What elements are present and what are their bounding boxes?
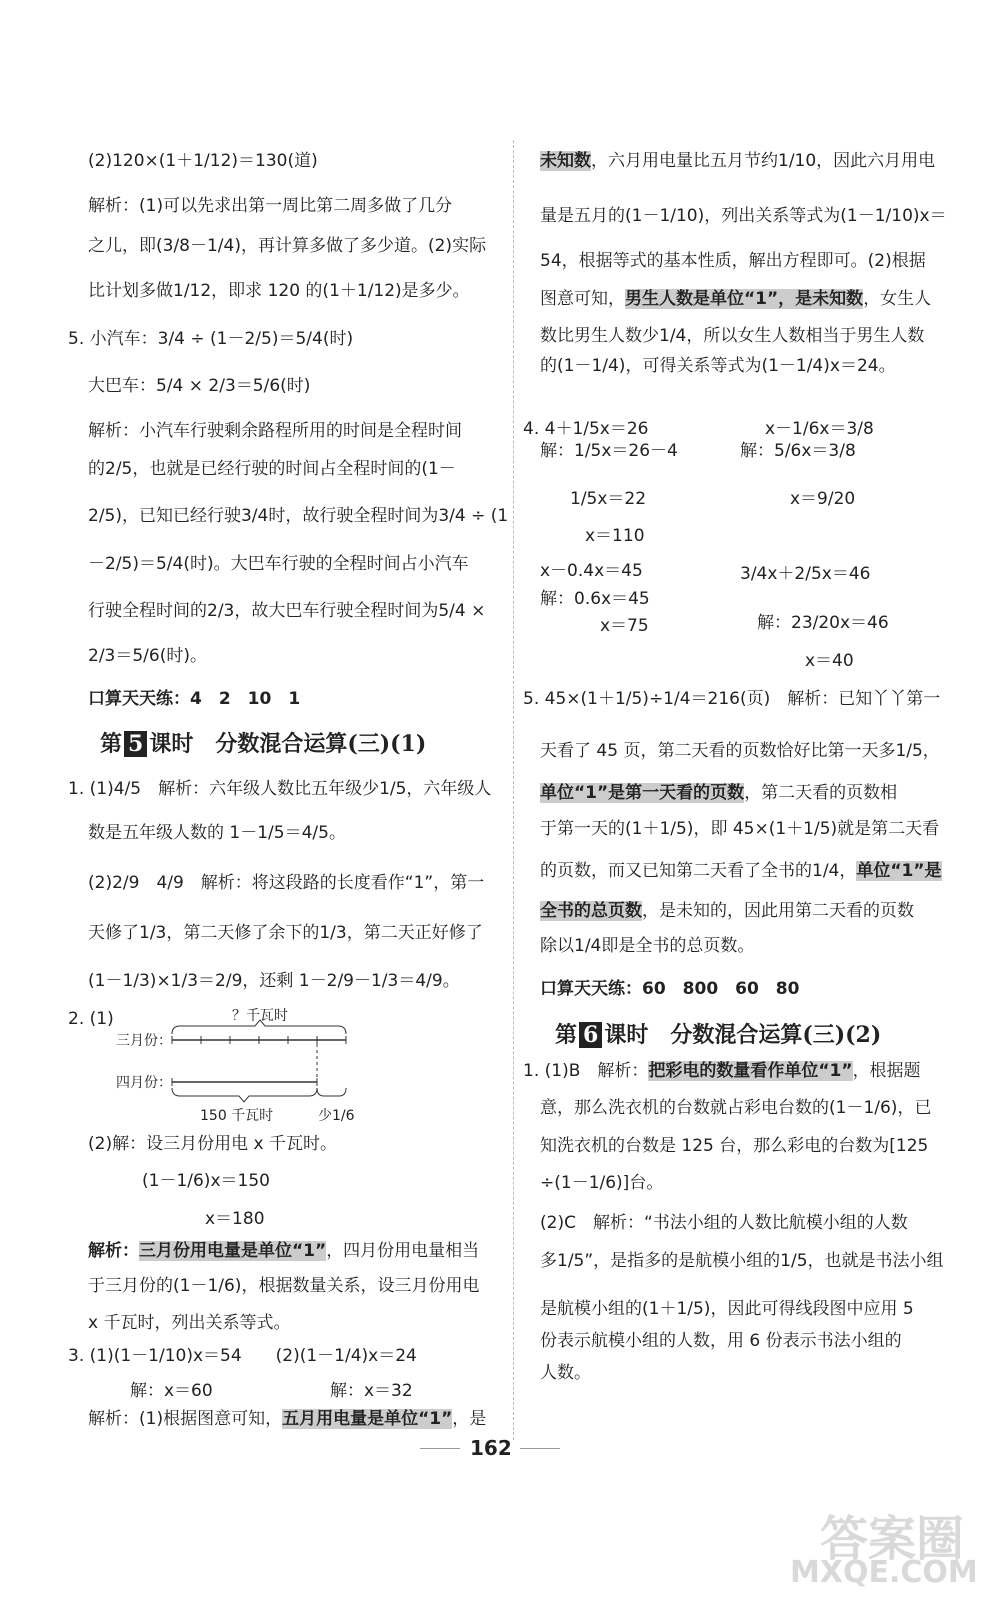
- q5-line: 5. 45×(1＋1/5)÷1/4＝216(页) 解析：已知丫丫第一: [523, 689, 941, 709]
- l6-q1-line: 知洗衣机的台数是 125 台，那么彩电的台数为[125: [540, 1136, 929, 1156]
- r-line: 未知数，六月用电量比五月节约1/10，因此六月用电: [540, 151, 936, 171]
- page-number-rule-left: [420, 1448, 460, 1449]
- l6-q1-line: ÷(1－1/6)]台。: [540, 1173, 664, 1193]
- q4-eq-d2: x＝40: [805, 651, 854, 671]
- q4-2-equation: (2)120×(1＋1/12)＝130(道): [88, 151, 318, 171]
- l6-q2-line: 是航模小组的(1＋1/5)，因此可得线段图中应用 5: [540, 1299, 914, 1319]
- april-label: 四月份：: [116, 1075, 172, 1091]
- q4-eq-c2: x＝75: [600, 616, 649, 636]
- q4-eq-b: x－1/6x＝3/8: [765, 419, 874, 439]
- l5-q3-sol2: 解：x＝32: [330, 1381, 413, 1401]
- oral-practice-1: 口算天天练：4 2 10 1: [88, 689, 301, 709]
- l5-q2-analysis-line: x 千瓦时，列出关系等式。: [88, 1313, 291, 1333]
- q4-eq-d: 3/4x＋2/5x＝46: [740, 564, 871, 584]
- q5-car-answer: 5. 小汽车：3/4 ÷ (1－2/5)＝5/4(时): [68, 329, 354, 349]
- page-number: 162: [470, 1436, 512, 1460]
- l5-q3-analysis: 解析：(1)根据图意可知，五月用电量是单位“1”，是: [88, 1409, 487, 1429]
- q4-eq-c1: 解：0.6x＝45: [540, 589, 650, 609]
- l5-q3: 3. (1)(1－1/10)x＝54 (2)(1－1/4)x＝24: [68, 1346, 417, 1366]
- q4-eq-a2: 1/5x＝22: [570, 489, 647, 509]
- oral-practice-2: 口算天天练：60 800 60 80: [540, 979, 800, 999]
- q5-analysis-line: 2/3＝5/6(时)。: [88, 646, 207, 666]
- l6-q2-line: 份表示航模小组的人数，用 6 份表示书法小组的: [540, 1331, 902, 1351]
- q5-line: 于第一天的(1＋1/5)，即 45×(1＋1/5)就是第二天看: [540, 819, 940, 839]
- q4-eq-b2: x＝9/20: [790, 489, 856, 509]
- r-line: 图意可知，男生人数是单位“1”，是未知数，女生人: [540, 289, 932, 309]
- q4-analysis-line: 解析：(1)可以先求出第一周比第二周多做了几分: [88, 196, 453, 216]
- q5-line: 天看了 45 页，第二天看的页数恰好比第一天多1/5，: [540, 741, 940, 761]
- watermark-logo: 答案圈: [820, 1511, 965, 1567]
- q5-analysis-line: －2/5)＝5/4(时)。大巴车行驶的全程时间占小汽车: [88, 554, 469, 574]
- q4-eq-b1: 解：5/6x＝3/8: [740, 441, 856, 461]
- q5-analysis-line: 的2/5，也就是已经行驶的时间占全程时间的(1－: [88, 459, 456, 479]
- l5-q2-label: 2. (1): [68, 1009, 114, 1029]
- l5-q1-line: 天修了1/3，第二天修了余下的1/3，第二天正好修了: [88, 923, 483, 943]
- l6-q2-line: (2)C 解析：“书法小组的人数比航模小组的人数: [540, 1213, 908, 1233]
- lesson-6-heading: 第 6 课时 分数混合运算(三)(2): [555, 1022, 882, 1048]
- l5-q2-analysis: 解析：三月份用电量是单位“1”，四月份用电量相当: [88, 1241, 480, 1261]
- diagram-question-label: ？千瓦时: [232, 1008, 288, 1024]
- less-label: 少1/6: [318, 1108, 355, 1124]
- l5-q2-2: (2)解：设三月份用电 x 千瓦时。: [88, 1134, 337, 1154]
- l5-q1-line: (1－1/3)×1/3＝2/9，还剩 1－2/9－1/3＝4/9。: [88, 971, 460, 991]
- q4-analysis-line: 比计划多做1/12，即求 120 的(1＋1/12)是多少。: [88, 281, 470, 301]
- q5-line: 全书的总页数，是未知的，因此用第二天看的页数: [540, 901, 914, 921]
- l5-q3-sol1: 解：x＝60: [130, 1381, 213, 1401]
- l5-q1-line: 数是五年级人数的 1－1/5＝4/5。: [88, 823, 346, 843]
- r-line: 的(1－1/4)，可得关系等式为(1－1/4)x＝24。: [540, 356, 896, 376]
- r-line: 54，根据等式的基本性质，解出方程即可。(2)根据: [540, 251, 926, 271]
- q4-eq-a3: x＝110: [585, 526, 645, 546]
- r-line: 数比男生人数少1/4，所以女生人数相当于男生人数: [540, 326, 925, 346]
- l5-q1-line: (2)2/9 4/9 解析：将这段路的长度看作“1”，第一: [88, 873, 485, 893]
- q5-bus-answer: 大巴车：5/4 × 2/3＝5/6(时): [88, 376, 311, 396]
- q4-eq-a: 4. 4＋1/5x＝26: [523, 419, 649, 439]
- page-number-rule-right: [520, 1448, 560, 1449]
- q5-analysis-line: 行驶全程时间的2/3，故大巴车行驶全程时间为5/4 ×: [88, 601, 486, 621]
- q5-line: 的页数，而又已知第二天看了全书的1/4，单位“1”是: [540, 861, 942, 881]
- l5-q2-analysis-line: 于三月份的(1－1/6)，根据数量关系，设三月份用电: [88, 1276, 480, 1296]
- r-line: 量是五月的(1－1/10)，列出关系等式为(1－1/10)x＝: [540, 206, 947, 226]
- q5-analysis-line: 解析：小汽车行驶剩余路程所用的时间是全程时间: [88, 421, 462, 441]
- l6-q1: 1. (1)B 解析：把彩电的数量看作单位“1”，根据题: [523, 1061, 921, 1081]
- lesson-5-heading: 第 5 课时 分数混合运算(三)(1): [100, 731, 427, 757]
- q5-analysis-line: 2/5)，已知已经行驶3/4时，故行驶全程时间为3/4 ÷ (1: [88, 506, 509, 526]
- bottom-brace: [172, 1088, 317, 1102]
- q4-eq-a1: 解：1/5x＝26－4: [540, 441, 678, 461]
- march-label: 三月份：: [116, 1033, 172, 1049]
- l5-q1-line: 1. (1)4/5 解析：六年级人数比五年级少1/5，六年级人: [68, 779, 492, 799]
- l6-q2-line: 多1/5”，是指多的是航模小组的1/5，也就是书法小组: [540, 1251, 944, 1271]
- l6-q2-line: 人数。: [540, 1363, 591, 1383]
- q4-eq-d1: 解：23/20x＝46: [757, 613, 889, 633]
- segment-diagram: [100, 1000, 360, 1130]
- q4-analysis-line: 之儿，即(3/8－1/4)，再计算多做了多少道。(2)实际: [88, 236, 487, 256]
- q5-line: 除以1/4即是全书的总页数。: [540, 936, 755, 956]
- l5-q2-eq2: x＝180: [205, 1209, 265, 1229]
- column-divider: [513, 140, 514, 1440]
- l5-q2-eq1: (1－1/6)x＝150: [142, 1171, 270, 1191]
- less-brace: [317, 1088, 346, 1096]
- l6-q1-line: 意，那么洗衣机的台数就占彩电台数的(1－1/6)，已: [540, 1098, 932, 1118]
- amount-label: 150 千瓦时: [200, 1108, 274, 1124]
- q4-eq-c: x－0.4x＝45: [540, 561, 643, 581]
- q5-line: 单位“1”是第一天看的页数，第二天看的页数相: [540, 783, 898, 803]
- watermark-url: MXQE.COM: [790, 1555, 978, 1590]
